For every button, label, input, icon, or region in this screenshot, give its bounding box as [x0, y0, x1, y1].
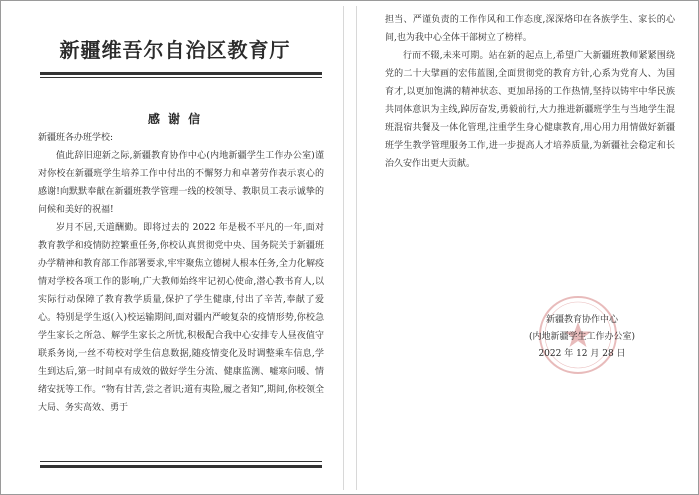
left-page [6, 6, 344, 490]
signature-org: 新疆教育协作中心 [545, 315, 618, 325]
letterhead-thin-rule [40, 77, 322, 78]
right-body-text [385, 11, 675, 173]
letterhead-title: 新疆维吾尔自治区教育厅 [59, 38, 291, 62]
paragraph-continuation: 担当、严谨负责的工作作风和工作态度,深深烙印在各族学生、家长的心间,也为我中心全体干部树立了榜样。 [385, 15, 675, 43]
paragraph: 值此辞旧迎新之际,新疆教育协作中心(内地新疆学生工作办公室)谨对你校在新疆班学生培养工作中付出的不懈努力和卓著劳作表示衷心的感谢!向默默奉献在新疆班教学管理一线的校领导、教职员工表示诚挚的问候和美好的祝福! [38, 151, 324, 215]
signature-date: 2022 年 12 月 28 日 [538, 349, 626, 359]
salutation: 新疆班各办班学校: [38, 133, 114, 143]
right-page [356, 6, 694, 490]
paragraph: 行而不辍,未来可期。站在新的起点上,希望广大新疆班教师紧紧围绕党的二十大擘画的宏伟蓝图,全面贯彻党的教育方针,心系为党育人、为国育才,以更加饱满的精神状态、更加昂扬的工作热情,坚持以铸牢中华民族共同体意识为主线,踔厉奋发,勇毅前行,大力推进新疆班学生与当地学生混班混宿共餐及一体化管理,注重学生身心健康教育,用心用力用情做好新疆班学生教学管理服务工作,进一步提高人才培养质量,为新疆社会稳定和长治久安作出更大贡献。 [385, 51, 675, 169]
left-body-text [38, 129, 324, 417]
letterhead-thick-rule [40, 72, 322, 75]
signature-sub-org: (内地新疆学生工作办公室) [528, 332, 636, 342]
paragraph: 岁月不居,天道酬勤。即将过去的 2022 年是极不平凡的一年,面对教育教学和疫情防控繁重任务,你校认真贯彻党中央、国务院关于新疆班办学精神和教育部工作部署要求,牢牢聚焦立德树人根本任务,全力化解疫情对学校各项工作的影响,广大教师始终牢记初心使命,潜心教书育人,以实际行动保障了教育教学质量,保护了学生健康,付出了辛苦,奉献了爱心。特别是学生返(入)校运输期间,面对疆内严峻复杂的疫情形势,你校急学生家长之所急、解学生家长之所忧,积极配合我中心安排专人昼夜值守联系务岗,一丝不苟校对学生信息数据,随疫情变化及时调整乘车信息,学生到达后,第一时间卓有成效的做好学生分流、健康监测、嘘寒问暖、情绪安抚等工作。“物有甘苦,尝之者识;道有夷险,履之者知”,期间,你校领全大局、务实高效、勇于 [38, 223, 324, 413]
footer-thick-rule [40, 465, 322, 468]
footer-thin-rule [40, 461, 322, 462]
signature-block [507, 312, 657, 363]
document-title: 感 谢 信 [147, 112, 203, 126]
